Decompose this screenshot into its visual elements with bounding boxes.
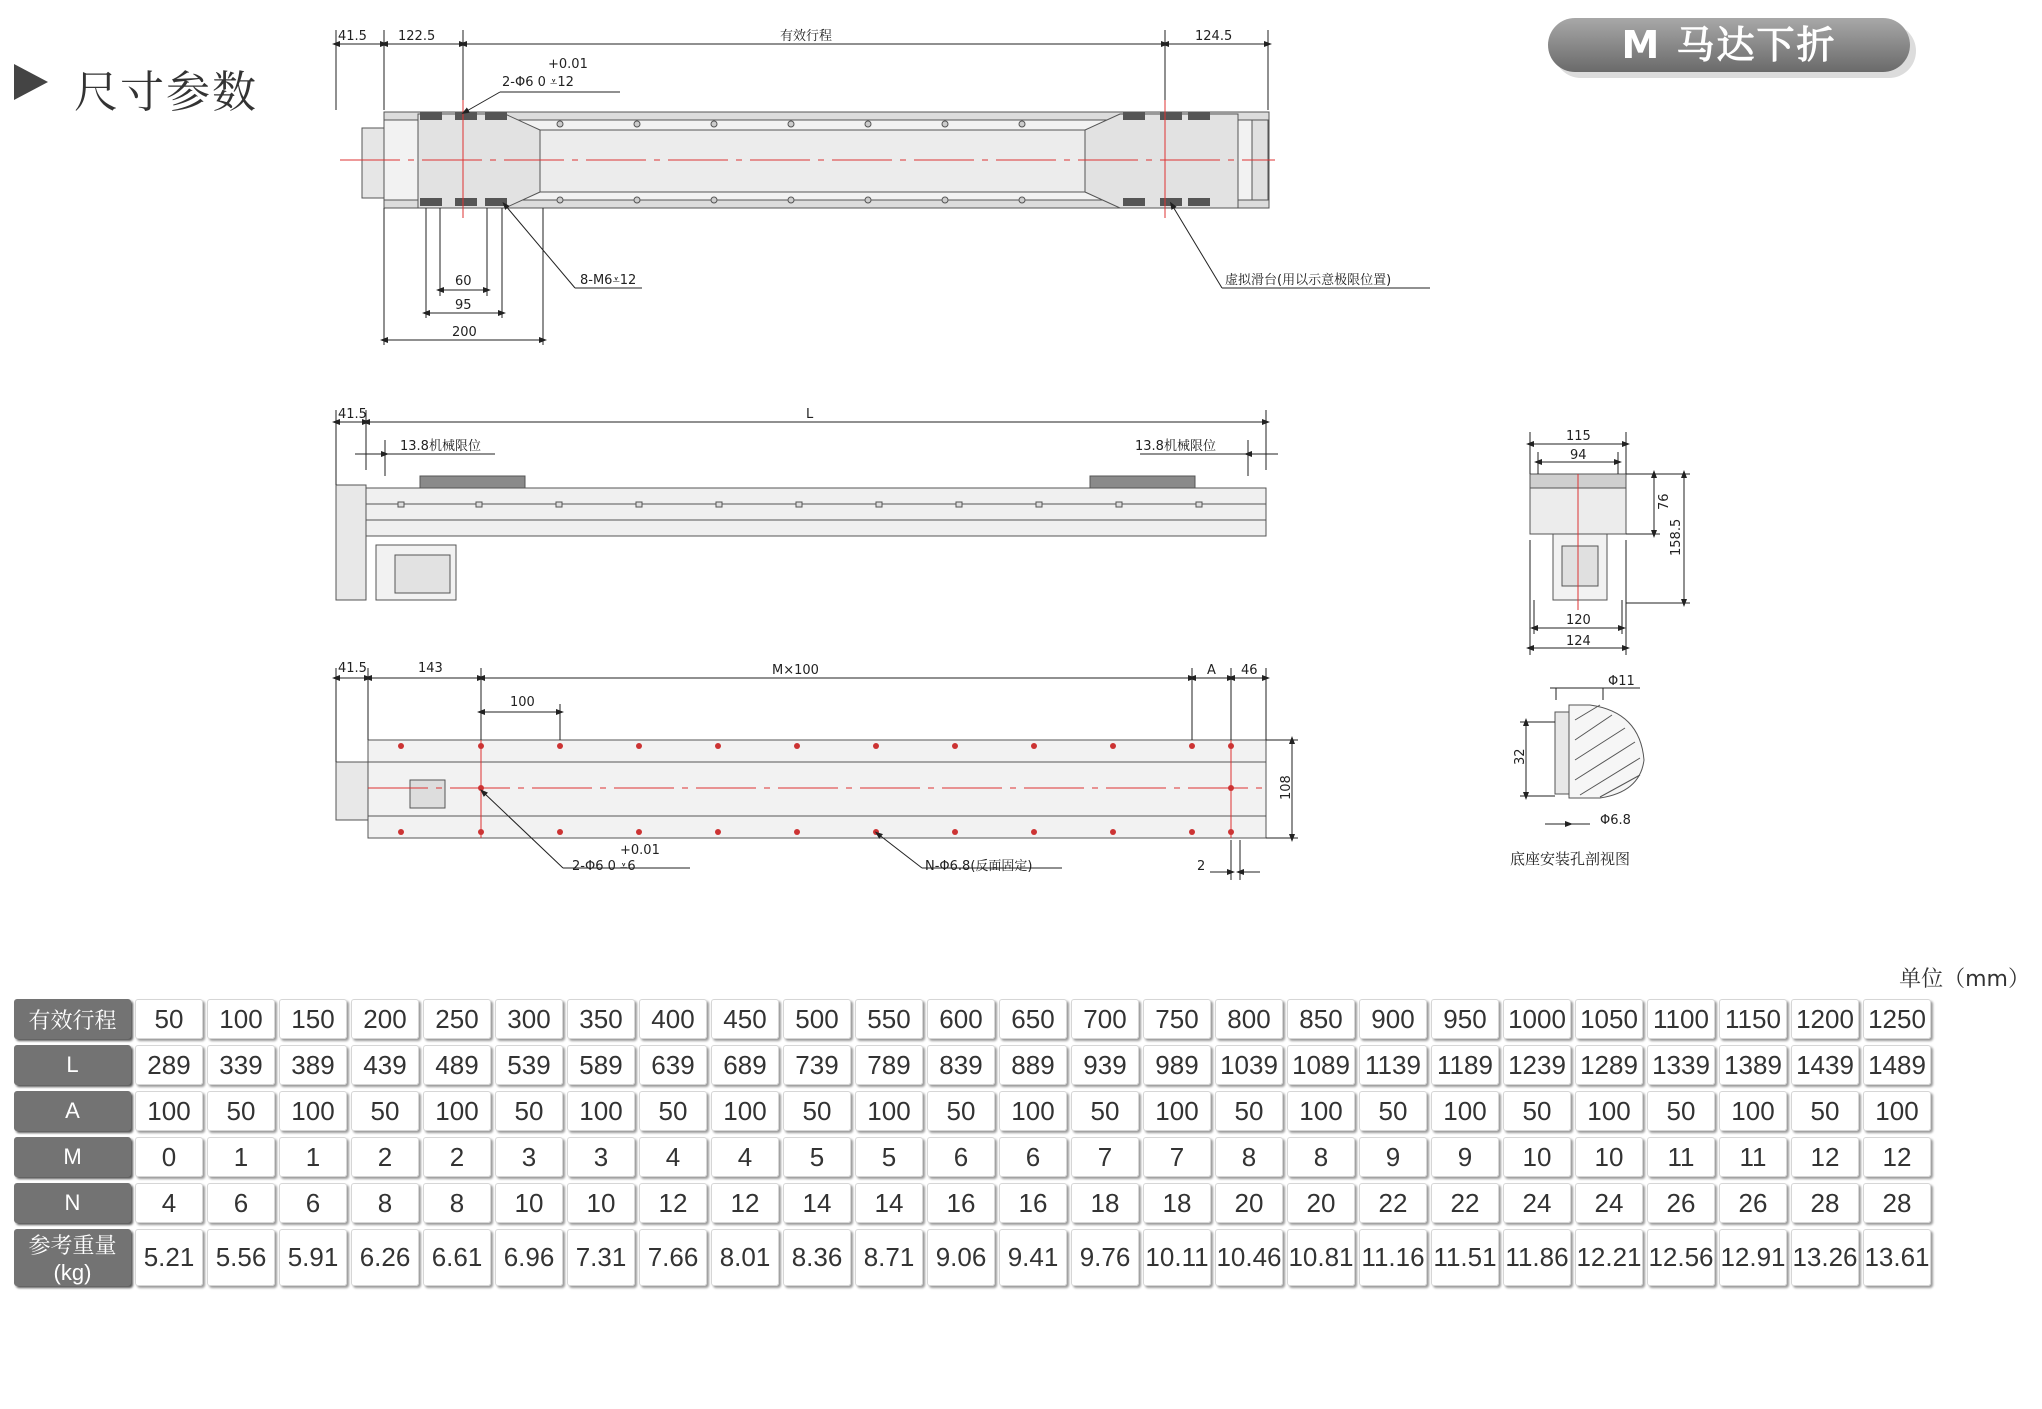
table-cell: 9.41 xyxy=(999,1229,1067,1286)
table-cell: 5.91 xyxy=(279,1229,347,1286)
table-cell: 250 xyxy=(423,999,491,1039)
dim-46: 46 xyxy=(1241,663,1258,678)
table-cell: 1489 xyxy=(1863,1045,1931,1085)
table-cell: 1339 xyxy=(1647,1045,1715,1085)
table-cell: 1189 xyxy=(1431,1045,1499,1085)
table-cell: 12 xyxy=(639,1183,707,1223)
table-row xyxy=(14,1091,1931,1131)
table-cell: 50 xyxy=(639,1091,707,1131)
table-cell: 850 xyxy=(1287,999,1355,1039)
row-label: M xyxy=(14,1137,131,1177)
row-label: 参考重量(kg) xyxy=(14,1229,131,1286)
dim-41-5-top: 41.5 xyxy=(338,29,367,44)
unit-label: 单位（mm） xyxy=(1899,967,2030,992)
table-cell: 50 xyxy=(783,1091,851,1131)
table-cell: 500 xyxy=(783,999,851,1039)
table-cell: 10.11 xyxy=(1143,1229,1211,1286)
tolerance-top: +0.01 xyxy=(548,57,588,72)
table-cell: 650 xyxy=(999,999,1067,1039)
table-cell: 16 xyxy=(927,1183,995,1223)
table-cell: 1000 xyxy=(1503,999,1571,1039)
table-cell: 1239 xyxy=(1503,1045,1571,1085)
tolerance-bottom: +0.01 xyxy=(620,843,660,858)
table-cell: 700 xyxy=(1071,999,1139,1039)
top-view xyxy=(340,100,1275,218)
table-cell: 8 xyxy=(1287,1137,1355,1177)
limit-right: 13.8机械限位 xyxy=(1135,439,1216,454)
table-cell: 389 xyxy=(279,1045,347,1085)
table-cell: 20 xyxy=(1215,1183,1283,1223)
table-cell: 339 xyxy=(207,1045,275,1085)
dim-76: 76 xyxy=(1657,493,1672,510)
table-cell: 1050 xyxy=(1575,999,1643,1039)
table-cell: 11.86 xyxy=(1503,1229,1571,1286)
table-cell: 50 xyxy=(495,1091,563,1131)
table-cell: 400 xyxy=(639,999,707,1039)
table-cell: 900 xyxy=(1359,999,1427,1039)
table-cell: 6 xyxy=(279,1183,347,1223)
table-cell: 50 xyxy=(1071,1091,1139,1131)
table-cell: 20 xyxy=(1287,1183,1355,1223)
table-cell: 50 xyxy=(351,1091,419,1131)
dim-41-5-bottom: 41.5 xyxy=(338,661,367,676)
table-cell: 9 xyxy=(1431,1137,1499,1177)
dim-32: 32 xyxy=(1513,748,1528,765)
dim-122-5: 122.5 xyxy=(398,29,436,44)
table-cell: 50 xyxy=(1215,1091,1283,1131)
dim-m100: M×100 xyxy=(772,663,819,678)
table-cell: 800 xyxy=(1215,999,1283,1039)
table-cell: 11 xyxy=(1719,1137,1787,1177)
screw-holes: 8-M6⩡12 xyxy=(580,273,637,288)
table-cell: 5.21 xyxy=(135,1229,203,1286)
dim-95: 95 xyxy=(455,298,472,313)
table-cell: 14 xyxy=(855,1183,923,1223)
table-cell: 5 xyxy=(855,1137,923,1177)
dim-L: L xyxy=(806,407,814,422)
bottom-view xyxy=(336,740,1266,838)
table-cell: 1089 xyxy=(1287,1045,1355,1085)
table-cell: 100 xyxy=(711,1091,779,1131)
table-row xyxy=(14,1229,1931,1286)
table-cell: 28 xyxy=(1791,1183,1859,1223)
table-cell: 1389 xyxy=(1719,1045,1787,1085)
dim-2: 2 xyxy=(1197,859,1206,874)
table-cell: 1289 xyxy=(1575,1045,1643,1085)
table-cell: 289 xyxy=(135,1045,203,1085)
table-cell: 100 xyxy=(1287,1091,1355,1131)
table-cell: 50 xyxy=(135,999,203,1039)
table-cell: 11.51 xyxy=(1431,1229,1499,1286)
table-cell: 6 xyxy=(999,1137,1067,1177)
table-row xyxy=(14,999,1931,1039)
table-cell: 100 xyxy=(279,1091,347,1131)
table-cell: 100 xyxy=(855,1091,923,1131)
section-title: 尺寸参数 xyxy=(74,67,258,118)
table-cell: 14 xyxy=(783,1183,851,1223)
table-cell: 539 xyxy=(495,1045,563,1085)
parameter-table xyxy=(10,993,1935,1292)
side-view-labels xyxy=(338,407,1216,454)
table-row xyxy=(14,1137,1931,1177)
table-cell: 300 xyxy=(495,999,563,1039)
table-cell: 18 xyxy=(1143,1183,1211,1223)
dim-A: A xyxy=(1207,663,1216,678)
dim-158-5: 158.5 xyxy=(1669,518,1684,556)
table-cell: 13.26 xyxy=(1791,1229,1859,1286)
side-view xyxy=(336,476,1266,600)
table-cell: 10 xyxy=(1503,1137,1571,1177)
table-cell: 1 xyxy=(279,1137,347,1177)
table-cell: 939 xyxy=(1071,1045,1139,1085)
table-cell: 8.36 xyxy=(783,1229,851,1286)
table-cell: 100 xyxy=(207,999,275,1039)
table-cell: 22 xyxy=(1431,1183,1499,1223)
table-cell: 6.96 xyxy=(495,1229,563,1286)
table-cell: 450 xyxy=(711,999,779,1039)
table-cell: 10 xyxy=(495,1183,563,1223)
table-cell: 8.01 xyxy=(711,1229,779,1286)
table-cell: 2 xyxy=(351,1137,419,1177)
table-cell: 50 xyxy=(927,1091,995,1131)
table-cell: 1100 xyxy=(1647,999,1715,1039)
dim-41-5-side: 41.5 xyxy=(338,407,367,422)
table-cell: 1150 xyxy=(1719,999,1787,1039)
table-cell: 1139 xyxy=(1359,1045,1427,1085)
table-cell: 50 xyxy=(1503,1091,1571,1131)
table-cell: 4 xyxy=(135,1183,203,1223)
table-cell: 639 xyxy=(639,1045,707,1085)
table-cell: 5 xyxy=(783,1137,851,1177)
table-cell: 3 xyxy=(567,1137,635,1177)
table-cell: 789 xyxy=(855,1045,923,1085)
table-cell: 9.06 xyxy=(927,1229,995,1286)
table-cell: 589 xyxy=(567,1045,635,1085)
table-cell: 4 xyxy=(639,1137,707,1177)
model-badge: M 马达下折 xyxy=(1548,18,1910,72)
table-cell: 750 xyxy=(1143,999,1211,1039)
table-cell: 50 xyxy=(1791,1091,1859,1131)
end-view xyxy=(1530,474,1626,610)
table-cell: 24 xyxy=(1575,1183,1643,1223)
n-holes: N-Φ6.8(反面固定) xyxy=(925,859,1033,874)
table-cell: 50 xyxy=(207,1091,275,1131)
table-cell: 16 xyxy=(999,1183,1067,1223)
table-cell: 350 xyxy=(567,999,635,1039)
row-label: 有效行程 xyxy=(14,999,131,1039)
table-cell: 7.31 xyxy=(567,1229,635,1286)
table-cell: 50 xyxy=(1359,1091,1427,1131)
table-cell: 11 xyxy=(1647,1137,1715,1177)
table-cell: 26 xyxy=(1647,1183,1715,1223)
virtual-slide-note: 虚拟滑台(用以示意极限位置) xyxy=(1225,273,1392,288)
table-cell: 8 xyxy=(1215,1137,1283,1177)
dim-60: 60 xyxy=(455,274,472,289)
table-cell: 12 xyxy=(711,1183,779,1223)
table-row xyxy=(14,1183,1931,1223)
table-cell: 4 xyxy=(711,1137,779,1177)
table-cell: 550 xyxy=(855,999,923,1039)
table-cell: 9.76 xyxy=(1071,1229,1139,1286)
table-cell: 1250 xyxy=(1863,999,1931,1039)
table-cell: 8 xyxy=(351,1183,419,1223)
table-cell: 12.91 xyxy=(1719,1229,1787,1286)
table-cell: 439 xyxy=(351,1045,419,1085)
table-cell: 11.16 xyxy=(1359,1229,1427,1286)
table-cell: 10 xyxy=(1575,1137,1643,1177)
dim-143: 143 xyxy=(418,661,443,676)
table-cell: 6.26 xyxy=(351,1229,419,1286)
section-view xyxy=(1555,705,1644,798)
table-cell: 5.56 xyxy=(207,1229,275,1286)
table-cell: 8 xyxy=(423,1183,491,1223)
table-cell: 100 xyxy=(999,1091,1067,1131)
dim-phi-6-8: Φ6.8 xyxy=(1600,813,1631,828)
row-label: A xyxy=(14,1091,131,1131)
section-caption: 底座安装孔剖视图 xyxy=(1510,850,1631,868)
row-label: N xyxy=(14,1183,131,1223)
table-cell: 10.46 xyxy=(1215,1229,1283,1286)
pin-holes-top: 2-Φ6 0 ⩡12 xyxy=(502,75,574,90)
table-cell: 8.71 xyxy=(855,1229,923,1286)
table-cell: 26 xyxy=(1719,1183,1787,1223)
dim-124: 124 xyxy=(1566,634,1591,649)
table-row xyxy=(14,1045,1931,1085)
table-cell: 100 xyxy=(135,1091,203,1131)
row-label: L xyxy=(14,1045,131,1085)
table-cell: 150 xyxy=(279,999,347,1039)
table-cell: 100 xyxy=(1719,1091,1787,1131)
dim-94: 94 xyxy=(1570,448,1587,463)
table-cell: 950 xyxy=(1431,999,1499,1039)
dim-124-5: 124.5 xyxy=(1195,29,1233,44)
dim-120: 120 xyxy=(1566,613,1591,628)
table-cell: 839 xyxy=(927,1045,995,1085)
table-cell: 3 xyxy=(495,1137,563,1177)
table-cell: 2 xyxy=(423,1137,491,1177)
table-cell: 50 xyxy=(1647,1091,1715,1131)
table-cell: 22 xyxy=(1359,1183,1427,1223)
table-cell: 9 xyxy=(1359,1137,1427,1177)
table-cell: 739 xyxy=(783,1045,851,1085)
table-cell: 1 xyxy=(207,1137,275,1177)
table-cell: 6 xyxy=(927,1137,995,1177)
table-cell: 1039 xyxy=(1215,1045,1283,1085)
dim-100: 100 xyxy=(510,695,535,710)
table-cell: 24 xyxy=(1503,1183,1571,1223)
table-cell: 6.61 xyxy=(423,1229,491,1286)
dim-115: 115 xyxy=(1566,429,1591,444)
table-cell: 7 xyxy=(1143,1137,1211,1177)
table-cell: 100 xyxy=(1431,1091,1499,1131)
table-cell: 13.61 xyxy=(1863,1229,1931,1286)
dim-phi-11: Φ11 xyxy=(1608,674,1635,689)
table-cell: 18 xyxy=(1071,1183,1139,1223)
table-cell: 10.81 xyxy=(1287,1229,1355,1286)
table-cell: 100 xyxy=(1143,1091,1211,1131)
dim-108: 108 xyxy=(1279,775,1294,800)
table-cell: 28 xyxy=(1863,1183,1931,1223)
table-cell: 989 xyxy=(1143,1045,1211,1085)
table-cell: 12 xyxy=(1863,1137,1931,1177)
table-cell: 12.21 xyxy=(1575,1229,1643,1286)
table-cell: 1439 xyxy=(1791,1045,1859,1085)
table-cell: 7.66 xyxy=(639,1229,707,1286)
table-cell: 489 xyxy=(423,1045,491,1085)
table-cell: 600 xyxy=(927,999,995,1039)
table-cell: 6 xyxy=(207,1183,275,1223)
table-cell: 100 xyxy=(423,1091,491,1131)
table-cell: 100 xyxy=(1575,1091,1643,1131)
dim-stroke: 有效行程 xyxy=(780,29,833,44)
limit-left: 13.8机械限位 xyxy=(400,439,481,454)
table-cell: 1200 xyxy=(1791,999,1859,1039)
dim-200: 200 xyxy=(452,325,477,340)
table-cell: 12.56 xyxy=(1647,1229,1715,1286)
pin-holes-bottom: 2-Φ6 0 ⩡6 xyxy=(572,859,636,874)
table-cell: 689 xyxy=(711,1045,779,1085)
table-cell: 0 xyxy=(135,1137,203,1177)
table-cell: 889 xyxy=(999,1045,1067,1085)
table-cell: 10 xyxy=(567,1183,635,1223)
table-cell: 7 xyxy=(1071,1137,1139,1177)
table-cell: 100 xyxy=(1863,1091,1931,1131)
table-cell: 100 xyxy=(567,1091,635,1131)
table-cell: 200 xyxy=(351,999,419,1039)
table-cell: 12 xyxy=(1791,1137,1859,1177)
